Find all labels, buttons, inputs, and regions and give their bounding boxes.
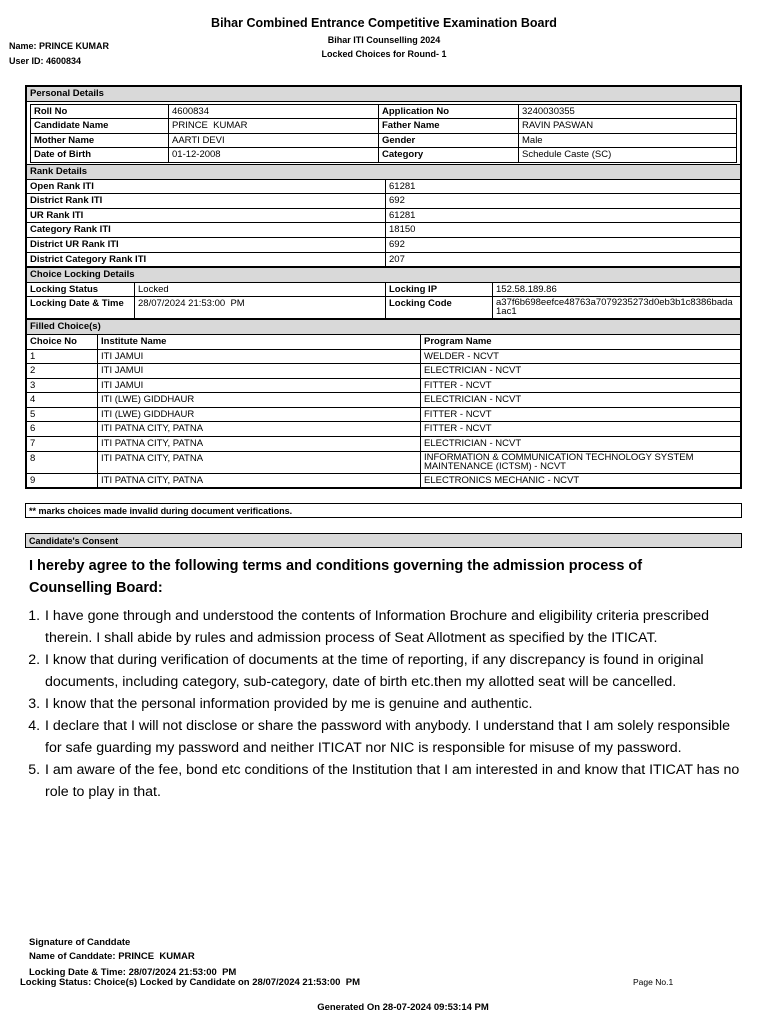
- roll-no-value: 4600834: [169, 104, 379, 119]
- list-item: 2. I know that during verification of documents at the time of reporting, if any discrepancy is found in original documents, including category, sub-category, date of birth etc.then my allotted seat will be cancelled.: [44, 649, 745, 693]
- footer-name: Name of Canddate: PRINCE KUMAR: [29, 951, 195, 962]
- rank-table: [26, 164, 741, 267]
- table-row: [27, 252, 741, 267]
- col-program: Program Name: [421, 334, 741, 349]
- locking-datetime-label: Locking Date & Time: [27, 297, 135, 319]
- consent-heading-box: [25, 533, 742, 548]
- father-name-label: Father Name: [379, 119, 519, 134]
- consent-intro: I hereby agree to the following terms and conditions governing the admission process of Counselling Board:: [29, 558, 643, 596]
- table-row: [27, 194, 741, 209]
- rank-label: UR Rank ITI: [27, 208, 386, 223]
- choice-institute: ITI JAMUI: [98, 349, 421, 364]
- choices-heading: Filled Choice(s): [27, 320, 741, 335]
- choice-no: 6: [27, 422, 98, 437]
- choice-no: 1: [27, 349, 98, 364]
- rank-label: District Rank ITI: [27, 194, 386, 209]
- choice-program: FITTER - NCVT: [421, 378, 741, 393]
- choice-program: FITTER - NCVT: [421, 422, 741, 437]
- table-row: [27, 179, 741, 194]
- table-row: [27, 437, 741, 452]
- choice-institute: ITI JAMUI: [98, 364, 421, 379]
- table-row: [27, 208, 741, 223]
- choice-no: 7: [27, 437, 98, 452]
- table-row: [27, 451, 741, 473]
- rank-value: 18150: [386, 223, 741, 238]
- choice-institute: ITI PATNA CITY, PATNA: [98, 451, 421, 473]
- choice-no: 4: [27, 393, 98, 408]
- consent-heading: Candidate's Consent: [29, 536, 119, 546]
- locking-heading: Choice Locking Details: [27, 268, 741, 283]
- locking-datetime-value: 28/07/2024 21:53:00 PM: [135, 297, 386, 319]
- header-user-id: User ID: 4600834: [9, 56, 82, 66]
- choice-program: INFORMATION & COMMUNICATION TECHNOLOGY SYSTEM MAINTENANCE (ICTSM) - NCVT: [421, 451, 741, 473]
- choice-institute: ITI (LWE) GIDDHAUR: [98, 407, 421, 422]
- choice-no: 8: [27, 451, 98, 473]
- locking-status-value: Locked: [135, 282, 386, 297]
- mother-name-label: Mother Name: [31, 133, 169, 148]
- father-name-value: RAVIN PASWAN: [519, 119, 737, 134]
- category-label: Category: [379, 148, 519, 163]
- rank-value: 61281: [386, 179, 741, 194]
- rank-value: 692: [386, 194, 741, 209]
- locking-code-label: Locking Code: [386, 297, 493, 319]
- list-item: 4. I declare that I will not disclose or share the password with anybody. I understand that I am solely responsible for safe guarding my password and neither ITICAT nor NIC is responsible for misuse of my password.: [44, 715, 745, 759]
- personal-section: [26, 86, 741, 102]
- footer-datetime: Locking Date & Time: 28/07/2024 21:53:00 PM: [29, 967, 237, 978]
- col-institute: Institute Name: [98, 334, 421, 349]
- document-subtitle: Bihar ITI Counselling 2024: [327, 35, 441, 45]
- locking-table: [26, 267, 741, 319]
- generated-on: Generated On 28-07-2024 09:53:14 PM: [317, 1002, 489, 1013]
- personal-table-wrap: [26, 102, 741, 164]
- signature-label: Signature of Canddate: [29, 937, 131, 948]
- choice-institute: ITI JAMUI: [98, 378, 421, 393]
- details-box: [25, 85, 742, 489]
- locking-ip-label: Locking IP: [386, 282, 493, 297]
- choice-no: 2: [27, 364, 98, 379]
- locking-status-label: Locking Status: [27, 282, 135, 297]
- consent-terms-list: [0, 605, 745, 803]
- candidate-name-label: Candidate Name: [31, 119, 169, 134]
- table-row: [27, 473, 741, 488]
- list-item: 3. I know that the personal information provided by me is genuine and authentic.: [44, 693, 745, 715]
- choice-institute: ITI PATNA CITY, PATNA: [98, 422, 421, 437]
- choice-institute: ITI (LWE) GIDDHAUR: [98, 393, 421, 408]
- personal-table: [30, 104, 737, 163]
- rank-label: Category Rank ITI: [27, 223, 386, 238]
- list-item: 1. I have gone through and understood the contents of Information Brochure and eligibility criteria prescribed therein. I shall abide by rules and admission process of Seat Allotment as specified by the ITICAT.: [44, 605, 745, 649]
- personal-heading: Personal Details: [27, 87, 741, 102]
- table-row: [27, 422, 741, 437]
- mother-name-value: AARTI DEVI: [169, 133, 379, 148]
- gender-label: Gender: [379, 133, 519, 148]
- table-row: [27, 364, 741, 379]
- page-number: Page No.1: [633, 977, 674, 987]
- choice-institute: ITI PATNA CITY, PATNA: [98, 437, 421, 452]
- dob-label: Date of Birth: [31, 148, 169, 163]
- application-no-value: 3240030355: [519, 104, 737, 119]
- choice-program: ELECTRICIAN - NCVT: [421, 364, 741, 379]
- table-row: [27, 393, 741, 408]
- roll-no-label: Roll No: [31, 104, 169, 119]
- document-title: Bihar Combined Entrance Competitive Examination Board: [211, 16, 557, 30]
- table-row: [27, 237, 741, 252]
- round-title: Locked Choices for Round- 1: [321, 49, 447, 59]
- category-value: Schedule Caste (SC): [519, 148, 737, 163]
- choice-program: ELECTRICIAN - NCVT: [421, 393, 741, 408]
- candidate-name-value: PRINCE KUMAR: [169, 119, 379, 134]
- rank-value: 207: [386, 252, 741, 267]
- table-row: [27, 349, 741, 364]
- locking-code-value: a37f6b698eefce48763a7079235273d0eb3b1c8386bada1ac1: [493, 297, 741, 319]
- choice-no: 5: [27, 407, 98, 422]
- dob-value: 01-12-2008: [169, 148, 379, 163]
- locking-ip-value: 152.58.189.86: [493, 282, 741, 297]
- invalid-note-box: [25, 503, 742, 518]
- choice-program: WELDER - NCVT: [421, 349, 741, 364]
- rank-label: District UR Rank ITI: [27, 237, 386, 252]
- application-no-label: Application No: [379, 104, 519, 119]
- table-row: [27, 223, 741, 238]
- rank-value: 692: [386, 237, 741, 252]
- choices-table: [26, 319, 741, 488]
- list-item: 5. I am aware of the fee, bond etc conditions of the Institution that I am interested in and know that ITICAT has no role to play in that.: [44, 759, 745, 803]
- choice-program: ELECTRONICS MECHANIC - NCVT: [421, 473, 741, 488]
- invalid-note: ** marks choices made invalid during document verifications.: [29, 506, 293, 516]
- choice-program: FITTER - NCVT: [421, 407, 741, 422]
- header-name: Name: PRINCE KUMAR: [9, 41, 110, 51]
- footer-status: Locking Status: Choice(s) Locked by Candidate on 28/07/2024 21:53:00 PM: [20, 977, 360, 988]
- col-choice-no: Choice No: [27, 334, 98, 349]
- rank-value: 61281: [386, 208, 741, 223]
- choice-no: 3: [27, 378, 98, 393]
- table-row: [27, 407, 741, 422]
- choice-no: 9: [27, 473, 98, 488]
- choice-institute: ITI PATNA CITY, PATNA: [98, 473, 421, 488]
- rank-heading: Rank Details: [27, 164, 741, 179]
- rank-label: District Category Rank ITI: [27, 252, 386, 267]
- choice-program: ELECTRICIAN - NCVT: [421, 437, 741, 452]
- gender-value: Male: [519, 133, 737, 148]
- rank-label: Open Rank ITI: [27, 179, 386, 194]
- table-row: [27, 378, 741, 393]
